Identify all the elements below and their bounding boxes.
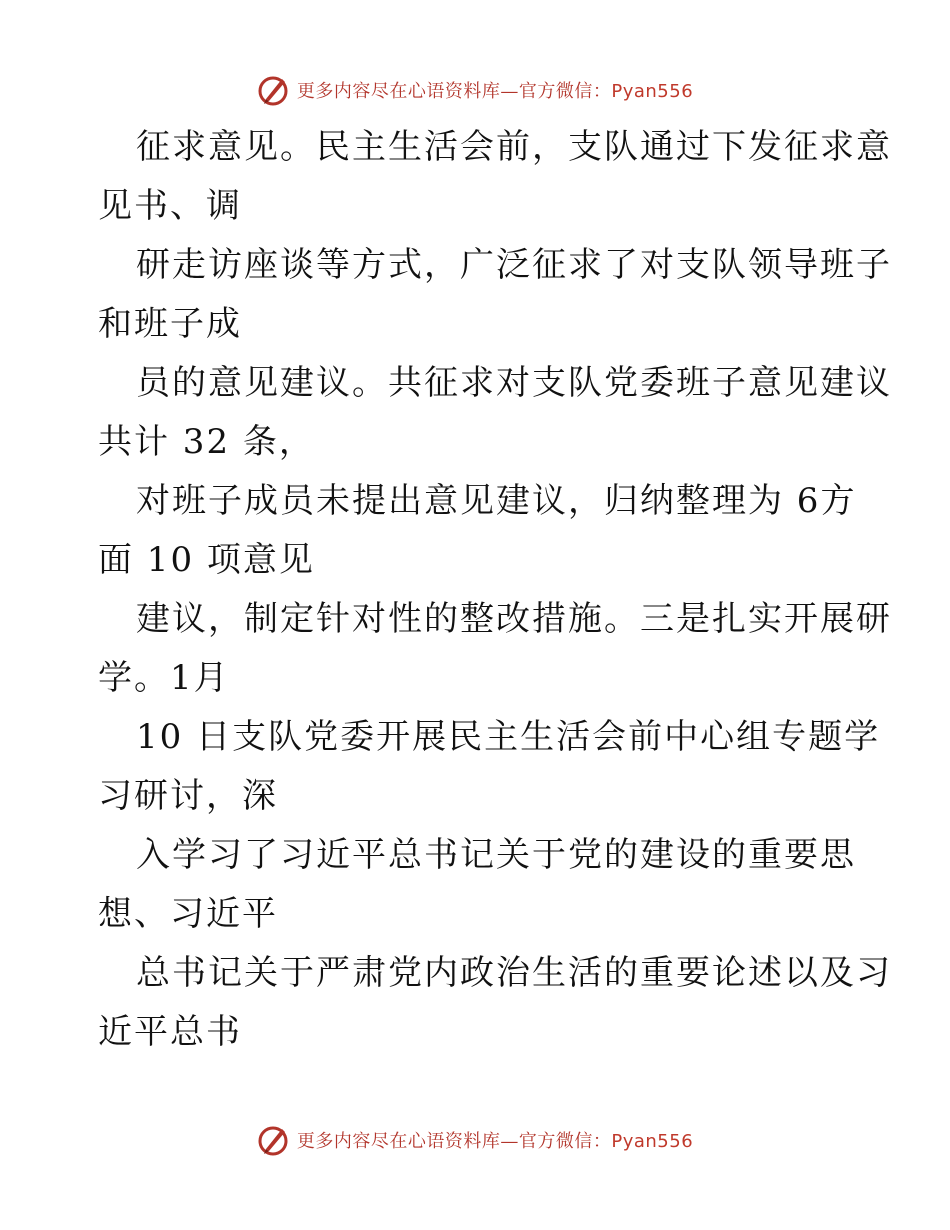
header-slogan: 更多内容尽在心语资料库—官方微信： [296, 81, 612, 102]
text-line: 习研讨，深 [98, 776, 278, 816]
paragraph-1 [98, 118, 892, 236]
header-wechat-id: Pyan556 [611, 81, 694, 102]
paragraph-7 [98, 826, 858, 944]
quill-pen-circle-icon [257, 1123, 291, 1157]
text-line: 建议，制定针对性的整改措施。三是扎实开展研 [136, 599, 892, 639]
paragraph-2 [98, 236, 892, 354]
paragraph-3 [98, 354, 892, 472]
text-line: 面 10 项意见 [98, 540, 315, 580]
quill-pen-circle-icon [257, 73, 291, 107]
text-line: 入学习了习近平总书记关于党的建设的重要思 [136, 835, 856, 875]
footer-slogan: 更多内容尽在心语资料库—官方微信： [296, 1131, 612, 1152]
header-text [297, 77, 693, 103]
text-line: 对班子成员未提出意见建议，归纳整理为 6方 [136, 481, 857, 521]
text-line: 见书、调 [98, 186, 242, 226]
header-banner [0, 70, 950, 110]
text-line: 和班子成 [98, 304, 242, 344]
footer-wechat-id: Pyan556 [611, 1131, 694, 1152]
document-body [98, 118, 892, 1062]
paragraph-5 [98, 590, 892, 708]
text-line: 想、习近平 [98, 894, 278, 934]
text-line: 共计 32 条， [98, 422, 315, 462]
paragraph-4 [98, 472, 858, 590]
text-line: 征求意见。民主生活会前，支队通过下发征求意 [136, 127, 892, 167]
text-line: 10 日支队党委开展民主生活会前中心组专题学 [136, 717, 881, 757]
paragraph-8 [98, 944, 892, 1062]
footer-banner [0, 1120, 950, 1160]
text-line: 学。1月 [98, 658, 230, 698]
text-line: 研走访座谈等方式，广泛征求了对支队领导班子 [136, 245, 892, 285]
text-line: 总书记关于严肃党内政治生活的重要论述以及习 [136, 953, 892, 993]
footer-text [297, 1127, 693, 1153]
paragraph-6 [98, 708, 881, 826]
text-line: 员的意见建议。共征求对支队党委班子意见建议 [136, 363, 892, 403]
text-line: 近平总书 [98, 1012, 242, 1052]
